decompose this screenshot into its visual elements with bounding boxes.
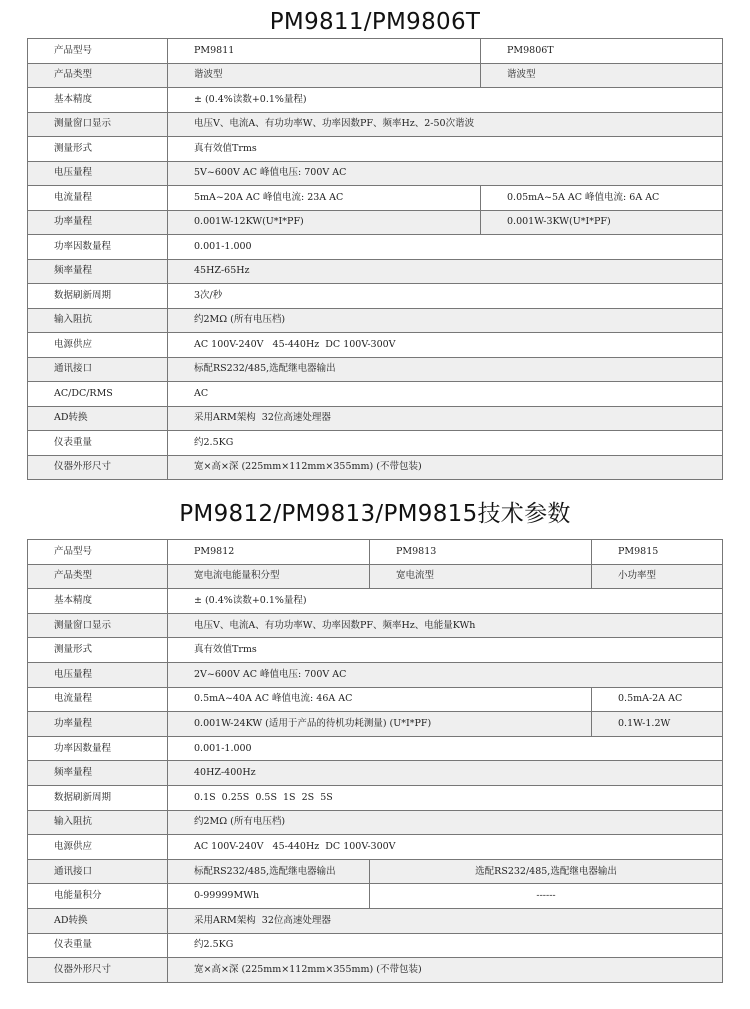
row-label: 电压量程 [28, 662, 168, 687]
cell-value: 谐波型 [168, 63, 481, 88]
table-row [28, 333, 723, 358]
cell-value: ± (0.4%读数+0.1%量程) [168, 88, 723, 113]
cell-value: 0.001-1.000 [168, 736, 723, 761]
table-row [28, 308, 723, 333]
table-row [28, 613, 723, 638]
cell-value: 0.001W-12KW(U*I*PF) [168, 210, 481, 235]
table-row [28, 235, 723, 260]
row-label: 基本精度 [28, 88, 168, 113]
table2-title: PM9812/PM9813/PM9815技术参数 [179, 501, 571, 527]
cell-value: 标配RS232/485,选配继电器输出 [168, 859, 370, 884]
table-row [28, 382, 723, 407]
row-label: 测量形式 [28, 137, 168, 162]
cell-value: ------ [370, 884, 723, 909]
cell-value: 0.05mA~5A AC 峰值电流: 6A AC [481, 186, 723, 211]
table-row [28, 88, 723, 113]
row-label: 数据刷新周期 [28, 284, 168, 309]
cell-value: 0.1S 0.25S 0.5S 1S 2S 5S [168, 785, 723, 810]
spec-table-pm9812 [27, 539, 723, 983]
cell-value: 0.001W-24KW (适用于产品的待机功耗测量) (U*I*PF) [168, 712, 592, 737]
cell-value: PM9815 [592, 540, 723, 565]
cell-value: 3次/秒 [168, 284, 723, 309]
spec-table-pm9811 [27, 38, 723, 480]
row-label: 电能量积分 [28, 884, 168, 909]
table-row [28, 431, 723, 456]
cell-value: PM9813 [370, 540, 592, 565]
row-label: 仪器外形尺寸 [28, 958, 168, 983]
cell-value: 2V~600V AC 峰值电压: 700V AC [168, 662, 723, 687]
table-row [28, 687, 723, 712]
table-row [28, 112, 723, 137]
row-label: 功率量程 [28, 210, 168, 235]
cell-value: 宽电流电能量积分型 [168, 564, 370, 589]
cell-value: 采用ARM架构 32位高速处理器 [168, 406, 723, 431]
cell-value: 5mA~20A AC 峰值电流: 23A AC [168, 186, 481, 211]
cell-value: AC 100V-240V 45-440Hz DC 100V-300V [168, 835, 723, 860]
cell-value: ± (0.4%读数+0.1%量程) [168, 589, 723, 614]
row-label: 仪表重量 [28, 431, 168, 456]
row-label: 电流量程 [28, 687, 168, 712]
table-row [28, 564, 723, 589]
table-row [28, 835, 723, 860]
cell-value: PM9806T [481, 39, 723, 64]
table-row [28, 859, 723, 884]
cell-value: 约2MΩ (所有电压档) [168, 308, 723, 333]
row-label: 频率量程 [28, 761, 168, 786]
cell-value: 电压V、电流A、有功功率W、功率因数PF、频率Hz、2-50次谐波 [168, 112, 723, 137]
row-label: 输入阻抗 [28, 810, 168, 835]
cell-value: 宽电流型 [370, 564, 592, 589]
row-label: 测量窗口显示 [28, 112, 168, 137]
row-label: 产品类型 [28, 63, 168, 88]
cell-value: 0-99999MWh [168, 884, 370, 909]
cell-value: 40HZ-400Hz [168, 761, 723, 786]
cell-value: 谐波型 [481, 63, 723, 88]
row-label: 频率量程 [28, 259, 168, 284]
cell-value: 宽×高×深 (225mm×112mm×355mm) (不带包装) [168, 958, 723, 983]
row-label: AC/DC/RMS [28, 382, 168, 407]
row-label: 功率因数量程 [28, 736, 168, 761]
cell-value: 45HZ-65Hz [168, 259, 723, 284]
cell-value: 采用ARM架构 32位高速处理器 [168, 908, 723, 933]
table-row [28, 712, 723, 737]
table-row [28, 933, 723, 958]
table-row [28, 785, 723, 810]
table-row [28, 540, 723, 565]
row-label: 测量形式 [28, 638, 168, 663]
table-row [28, 589, 723, 614]
table-row [28, 259, 723, 284]
row-label: 电压量程 [28, 161, 168, 186]
cell-value: 0.5mA~40A AC 峰值电流: 46A AC [168, 687, 592, 712]
row-label: 产品型号 [28, 540, 168, 565]
row-label: 基本精度 [28, 589, 168, 614]
row-label: 测量窗口显示 [28, 613, 168, 638]
cell-value: PM9811 [168, 39, 481, 64]
table-row [28, 638, 723, 663]
row-label: AD转换 [28, 406, 168, 431]
row-label: 电流量程 [28, 186, 168, 211]
cell-value: 真有效值Trms [168, 137, 723, 162]
row-label: 电源供应 [28, 835, 168, 860]
cell-value: 约2.5KG [168, 933, 723, 958]
table-row [28, 908, 723, 933]
table-row [28, 810, 723, 835]
table1-title: PM9811/PM9806T [269, 9, 481, 35]
cell-value: 约2MΩ (所有电压档) [168, 810, 723, 835]
cell-value: 真有效值Trms [168, 638, 723, 663]
cell-value: 0.001-1.000 [168, 235, 723, 260]
table-row [28, 662, 723, 687]
cell-value: 0.5mA-2A AC [592, 687, 723, 712]
row-label: 输入阻抗 [28, 308, 168, 333]
table-row [28, 39, 723, 64]
cell-value: AC [168, 382, 723, 407]
table-row [28, 406, 723, 431]
row-label: 产品类型 [28, 564, 168, 589]
table-row [28, 958, 723, 983]
row-label: 仪器外形尺寸 [28, 455, 168, 480]
row-label: 数据刷新周期 [28, 785, 168, 810]
cell-value: 电压V、电流A、有功功率W、功率因数PF、频率Hz、电能量KWh [168, 613, 723, 638]
table-row [28, 884, 723, 909]
row-label: 通讯接口 [28, 859, 168, 884]
table-row [28, 210, 723, 235]
cell-value: 标配RS232/485,选配继电器输出 [168, 357, 723, 382]
table-row [28, 761, 723, 786]
cell-value: 0.001W-3KW(U*I*PF) [481, 210, 723, 235]
row-label: 产品型号 [28, 39, 168, 64]
row-label: 仪表重量 [28, 933, 168, 958]
table-row [28, 137, 723, 162]
table-row [28, 736, 723, 761]
row-label: AD转换 [28, 908, 168, 933]
cell-value: 选配RS232/485,选配继电器输出 [370, 859, 723, 884]
cell-value: AC 100V-240V 45-440Hz DC 100V-300V [168, 333, 723, 358]
row-label: 电源供应 [28, 333, 168, 358]
cell-value: PM9812 [168, 540, 370, 565]
table-row [28, 63, 723, 88]
row-label: 功率量程 [28, 712, 168, 737]
table-row [28, 357, 723, 382]
cell-value: 小功率型 [592, 564, 723, 589]
row-label: 功率因数量程 [28, 235, 168, 260]
cell-value: 约2.5KG [168, 431, 723, 456]
cell-value: 宽×高×深 (225mm×112mm×355mm) (不带包装) [168, 455, 723, 480]
table-row [28, 161, 723, 186]
cell-value: 5V~600V AC 峰值电压: 700V AC [168, 161, 723, 186]
cell-value: 0.1W-1.2W [592, 712, 723, 737]
row-label: 通讯接口 [28, 357, 168, 382]
table-row [28, 186, 723, 211]
table-row [28, 284, 723, 309]
table-row [28, 455, 723, 480]
